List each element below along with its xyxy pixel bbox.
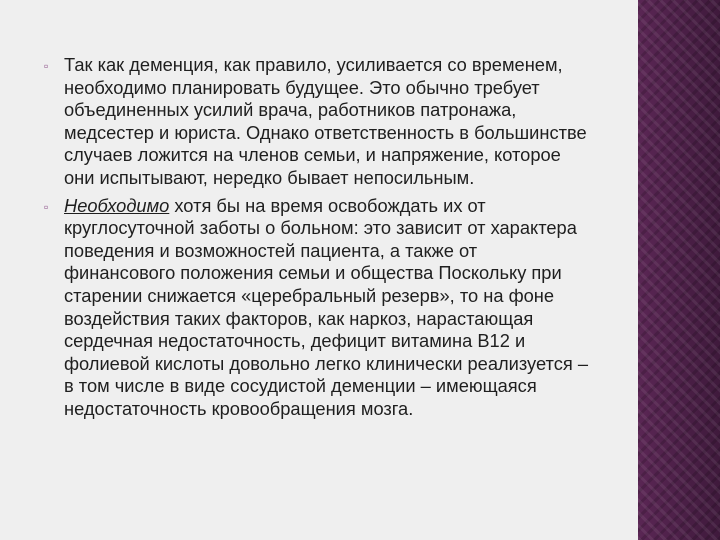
bullet-text: Так как деменция, как правило, усиливается со временем, необходимо планировать будущее. Это обычно требует объединенных усилий врача, работников патронажа, медсестер и юриста. Однако ответственность в большинстве случаев ложится на членов семьи, и напряжение, которое они испытывают, нередко бывает непосильным. (64, 54, 587, 188)
bullet-item-2 (44, 195, 592, 421)
bullet-list (44, 54, 592, 421)
decorative-side-band (638, 0, 720, 540)
bullet-marker-icon: ▫ (44, 59, 49, 73)
bullet-text: хотя бы на время освобождать их от круглосуточной заботы о больном: это зависит от характера поведения и возможностей пациента, а также от финансового положения семьи и общества Поскольку при старении снижается «церебральный резерв», то на фоне воздействия таких факторов, как наркоз, нарастающая сердечная недостаточность, дефицит витамина В12 и фолиевой кислоты довольно легко клинически реализуется – в том числе в виде сосудистой деменции – имеющаяся недостаточность кровообращения мозга. (64, 194, 589, 419)
bullet-marker-icon: ▫ (44, 199, 49, 214)
bullet-item-1 (44, 54, 592, 190)
emphasized-word: Необходимо (64, 194, 170, 216)
